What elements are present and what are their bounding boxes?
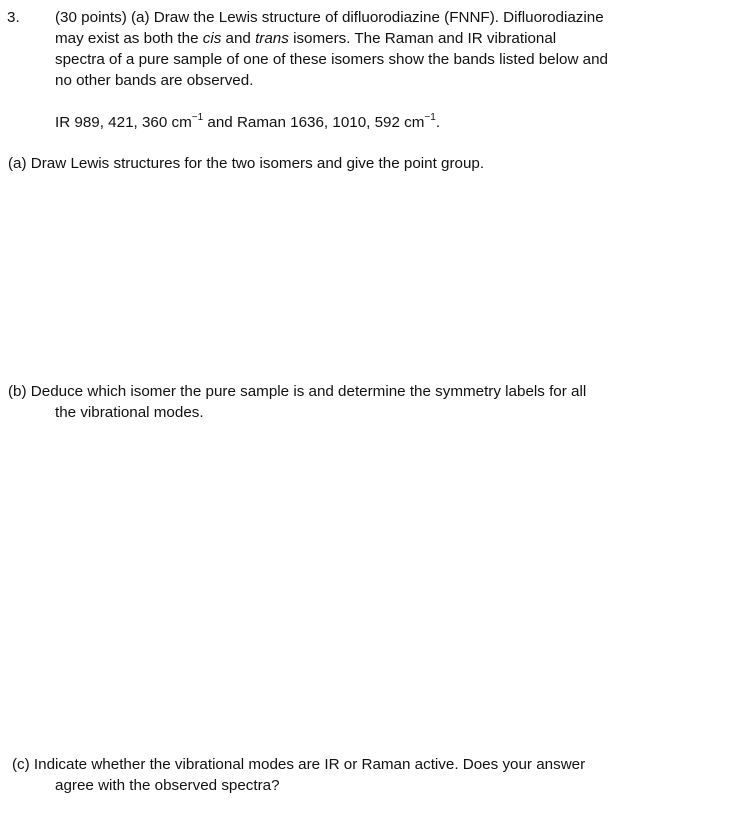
intro-line-2-text-c: isomers. The Raman and IR vibrational bbox=[288, 30, 557, 47]
question-number: 3. bbox=[7, 9, 20, 26]
ir-bands: IR 989, 421, 360 cm bbox=[55, 114, 192, 131]
intro-line-1 bbox=[55, 8, 604, 29]
ir-unit-exponent: −1 bbox=[191, 112, 204, 123]
part-c-line-1: (c) Indicate whether the vibrational modes are IR or Raman active. Does your answer bbox=[12, 756, 586, 773]
intro-line-2-text-a: may exist as both the bbox=[55, 30, 203, 47]
intro-line-3-text: spectra of a pure sample of one of these isomers show the bands listed below and bbox=[55, 51, 608, 68]
trans-word: trans bbox=[255, 30, 289, 47]
intro-line-4-text: no other bands are observed. bbox=[55, 72, 254, 89]
intro-line-3 bbox=[55, 50, 608, 71]
intro-line-2-text-b: and bbox=[221, 30, 256, 47]
raman-unit-exponent: −1 bbox=[424, 112, 436, 123]
intro-line-1-text: (30 points) (a) Draw the Lewis structure of difluorodiazine (FNNF). Difluorodiazine bbox=[55, 9, 604, 26]
spectral-bands bbox=[55, 113, 440, 134]
intro-line-4 bbox=[55, 71, 253, 92]
bands-period: . bbox=[435, 114, 441, 131]
part-b-line-2: the vibrational modes. bbox=[55, 404, 204, 421]
part-a-prompt: (a) Draw Lewis structures for the two isomers and give the point group. bbox=[8, 155, 485, 172]
raman-bands: and Raman 1636, 1010, 592 cm bbox=[203, 114, 425, 131]
intro-line-2 bbox=[55, 29, 556, 50]
part-c-line-2: agree with the observed spectra? bbox=[55, 777, 280, 794]
part-b-line-1: (b) Deduce which isomer the pure sample is and determine the symmetry labels for all bbox=[8, 383, 587, 400]
cis-word: cis bbox=[202, 30, 222, 47]
